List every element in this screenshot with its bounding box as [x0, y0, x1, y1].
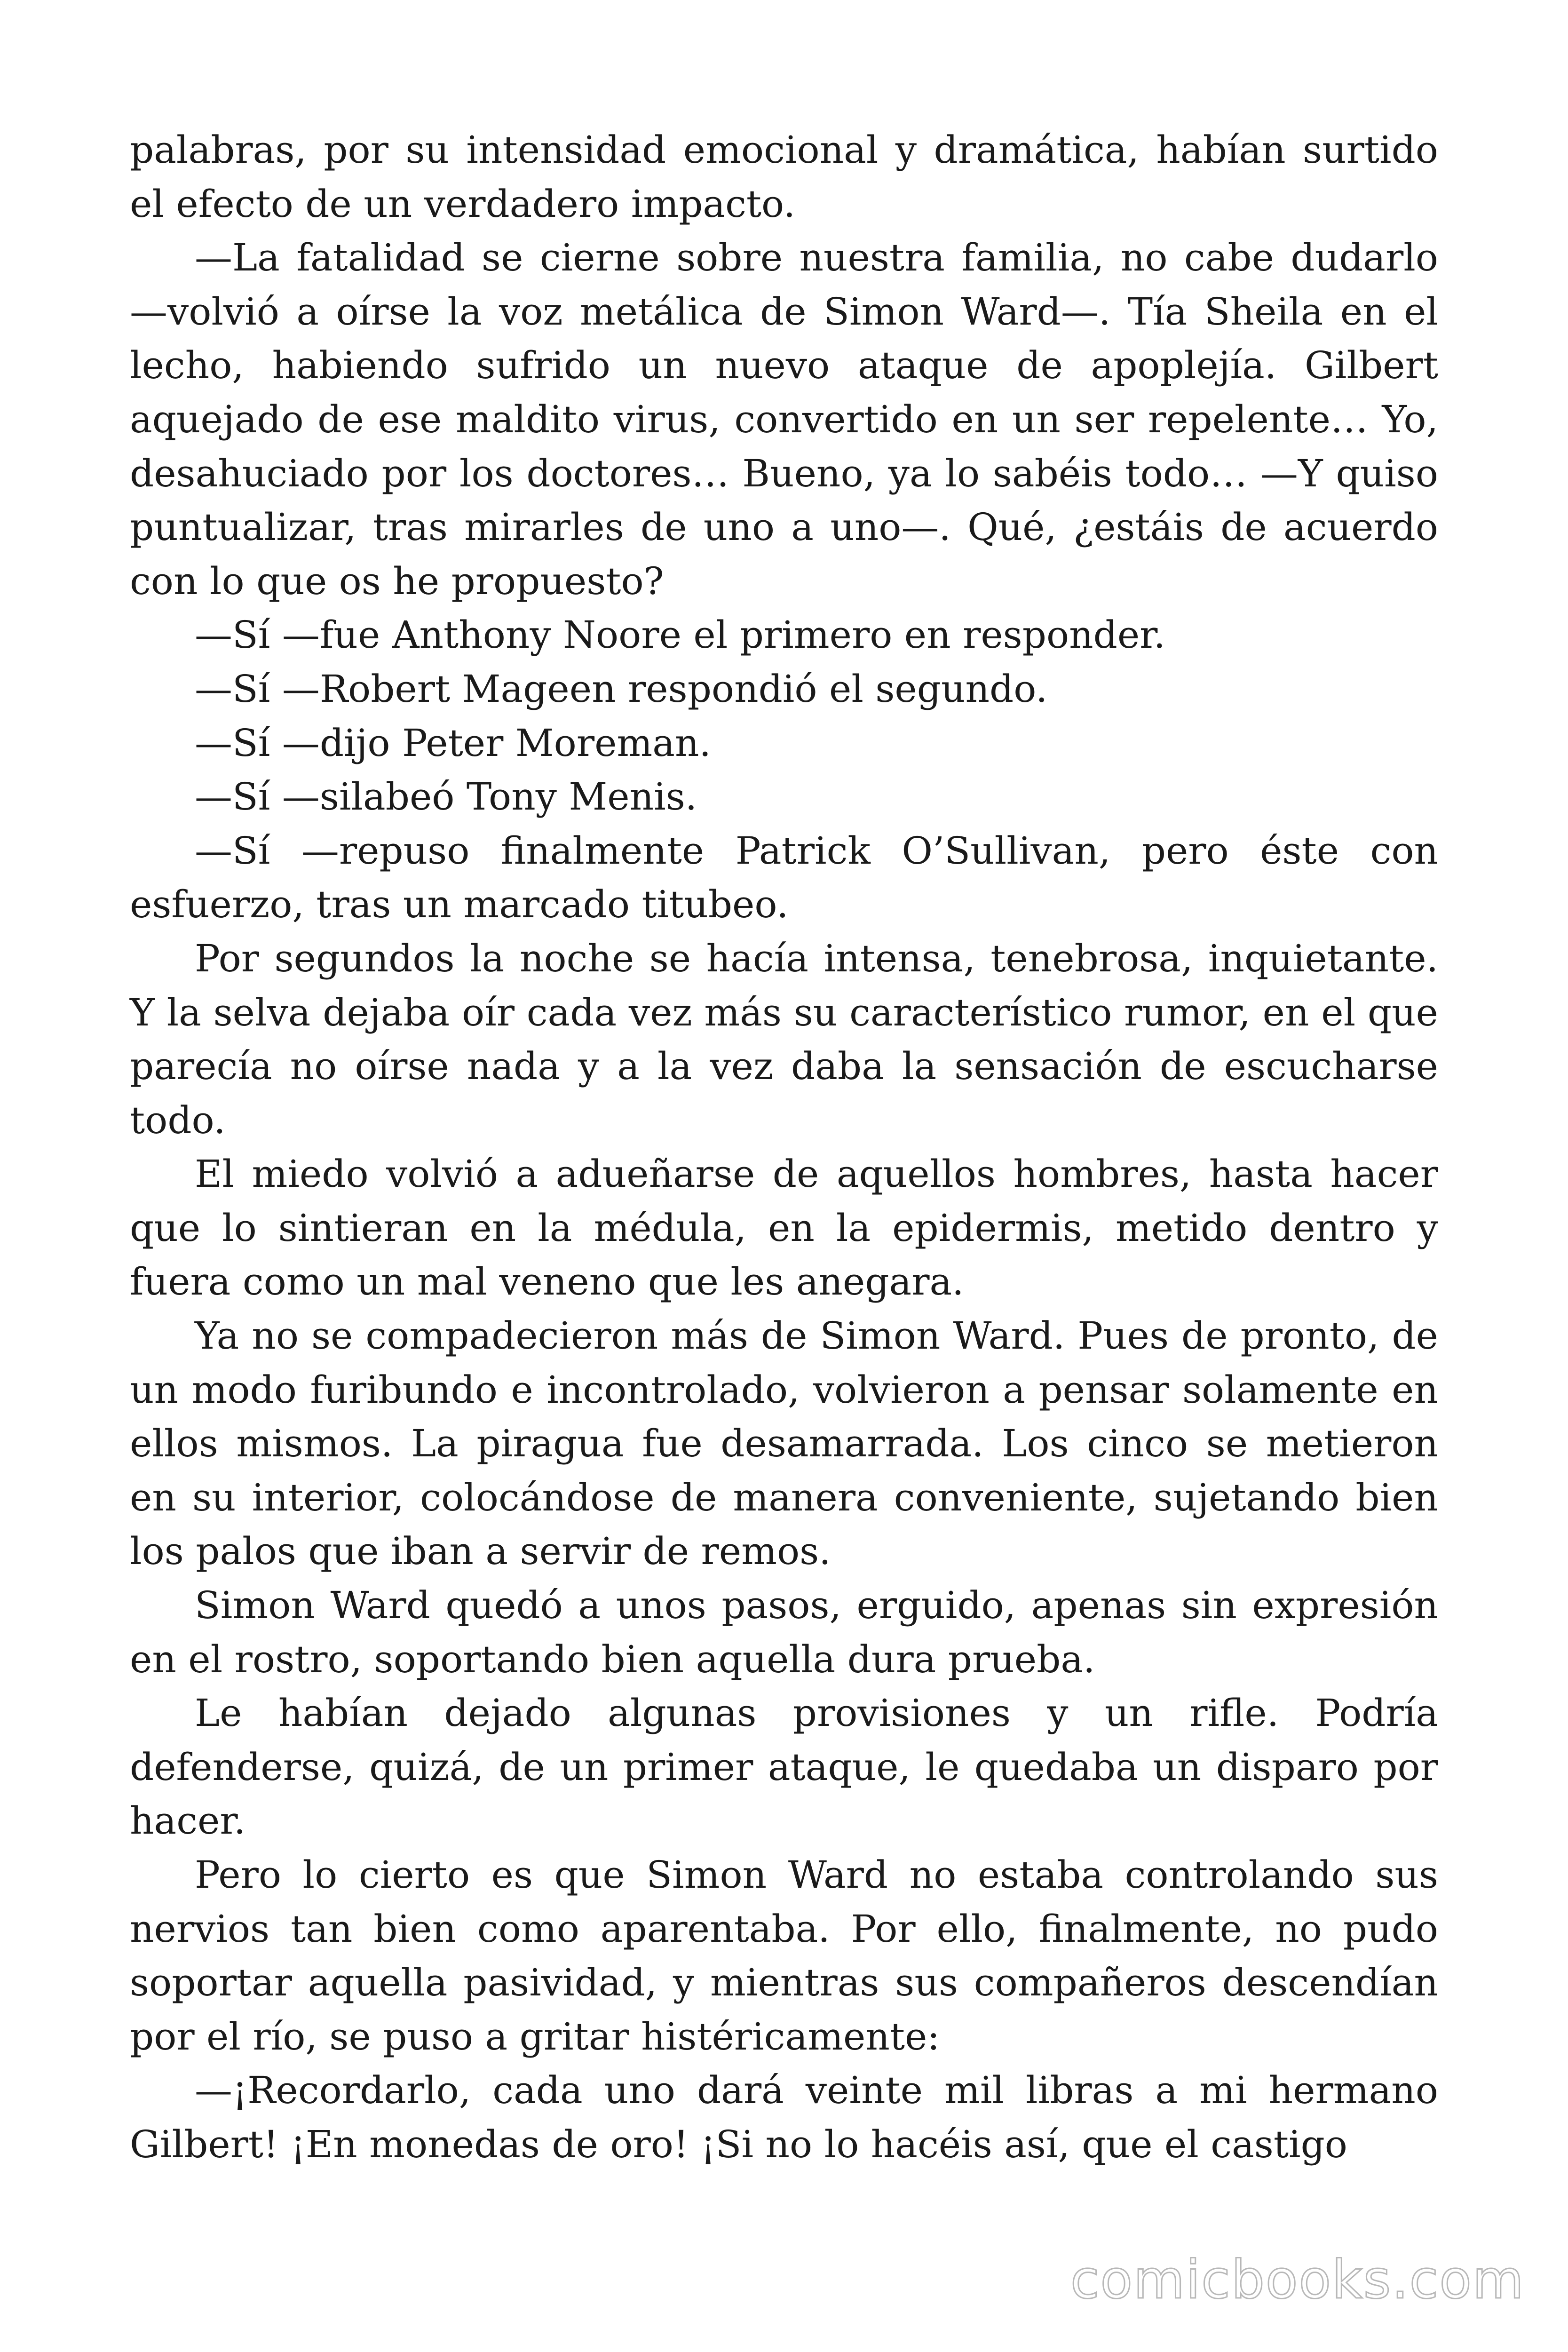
- paragraph-10: Ya no se compadecieron más de Simon Ward. Pues de pronto, de un modo furibundo e incontrolado, volvieron a pensar solamente en ellos mismos. La piragua fue desamarrada. Los cinco se metieron en su interior, colocándose de manera conveniente, sujetando bien los palos que iban a servir de remos.: [130, 1314, 1438, 1573]
- paragraph-11: Simon Ward quedó a unos pasos, erguido, apenas sin expresión en el rostro, soportando bien aquella dura prueba.: [130, 1583, 1438, 1681]
- paragraph-1: palabras, por su intensidad emocional y dramática, habían surtido el efecto de un verdadero impacto.: [130, 128, 1438, 226]
- paragraph-7: —Sí —repuso finalmente Patrick O’Sullivan, pero éste con esfuerzo, tras un marcado titubeo.: [130, 828, 1438, 927]
- paragraph-8: Por segundos la noche se hacía intensa, tenebrosa, inquietante. Y la selva dejaba oír cada vez más su característico rumor, en el que parecía no oírse nada y a la vez daba la sensación de escucharse todo.: [130, 936, 1438, 1142]
- paragraph-4: —Sí —Robert Mageen respondió el segundo.: [195, 667, 1048, 711]
- paragraph-12: Le habían dejado algunas provisiones y un rifle. Podría defenderse, quizá, de un primer ataque, le quedaba un disparo por hacer.: [130, 1691, 1438, 1843]
- paragraph-5: —Sí —dijo Peter Moreman.: [195, 721, 711, 765]
- paragraph-14: —¡Recordarlo, cada uno dará veinte mil libras a mi hermano Gilbert! ¡En monedas de oro! ¡Si no lo hacéis así, que el castigo: [130, 2068, 1438, 2166]
- paragraph-2: —La fatalidad se cierne sobre nuestra familia, no cabe dudarlo —volvió a oírse la voz metálica de Simon Ward—. Tía Sheila en el lecho, habiendo sufrido un nuevo ataque de apoplejía. Gilbert aquejado de ese maldito virus, convertido en un ser repelente… Yo, desahuciado por los doctores… Bueno, ya lo sabéis todo… —Y quiso puntualizar, tras mirarles de uno a uno—. Qué, ¿estáis de acuerdo con lo que os he propuesto?: [130, 236, 1438, 603]
- watermark: comicbooks.com: [1070, 2249, 1525, 2311]
- paragraph-9: El miedo volvió a adueñarse de aquellos hombres, hasta hacer que lo sintieran en la médula, en la epidermis, metido dentro y fuera como un mal veneno que les anegara.: [130, 1152, 1438, 1304]
- paragraph-6: —Sí —silabeó Tony Menis.: [195, 775, 697, 819]
- paragraph-13: Pero lo cierto es que Simon Ward no estaba controlando sus nervios tan bien como aparentaba. Por ello, finalmente, no pudo soportar aquella pasividad, y mientras sus compañeros descendían por el río, se puso a gritar histéricamente:: [130, 1853, 1438, 2058]
- paragraph-3: —Sí —fue Anthony Noore el primero en responder.: [195, 613, 1166, 657]
- page-body-text: [130, 123, 1438, 2172]
